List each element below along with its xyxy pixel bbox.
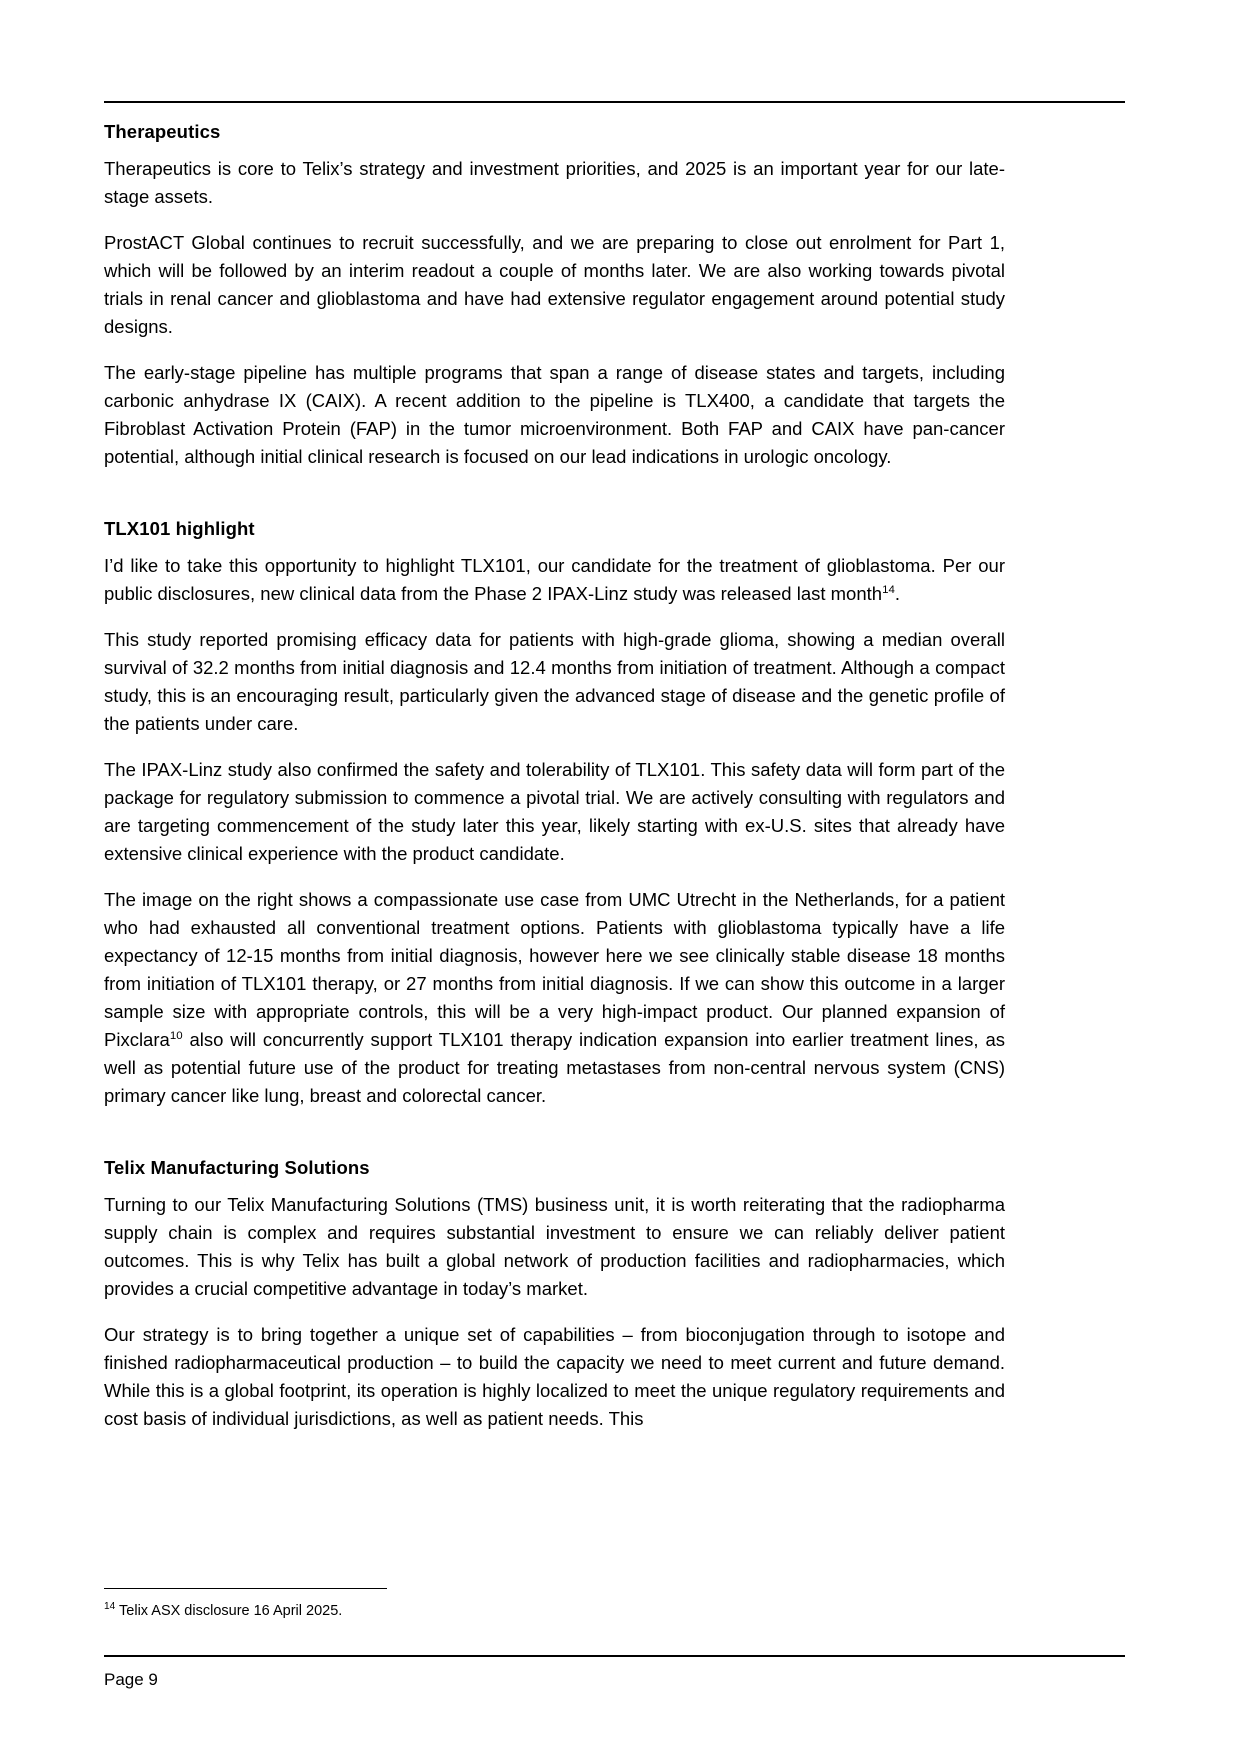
footnote-divider	[104, 1588, 387, 1589]
footnote-entry	[104, 1601, 1005, 1621]
heading-tlx101-highlight: TLX101 highlight	[104, 518, 255, 539]
footnote-reference-10[interactable]: 10	[169, 1029, 183, 1042]
paragraph-therapeutics-3: The early-stage pipeline has multiple programs that span a range of disease states and targets, including carbonic anhydrase IX (CAIX). A recent addition to the pipeline is TLX400, a candidate that targets the Fibroblast Activation Protein (FAP) in the tumor microenvironment. Both FAP and CAIX have pan-cancer potential, although initial clinical research is focused on our lead indications in urologic oncology.	[104, 362, 1005, 467]
footnote-area	[104, 1588, 1005, 1621]
paragraph-tlx101-4	[104, 886, 1005, 1110]
heading-therapeutics: Therapeutics	[104, 121, 221, 142]
paragraph-therapeutics-2: ProstACT Global continues to recruit successfully, and we are preparing to close out enrolment for Part 1, which will be followed by an interim readout a couple of months later. We are also working towards pivotal trials in renal cancer and glioblastoma and have had extensive regulator engagement around potential study designs.	[104, 232, 1005, 337]
page-content	[104, 118, 1005, 1451]
paragraph-therapeutics-1: Therapeutics is core to Telix’s strategy and investment priorities, and 2025 is an important year for our late-stage assets.	[104, 158, 1005, 207]
paragraph-tlx101-1-tail: .	[894, 583, 900, 604]
paragraph-tlx101-1	[104, 552, 1005, 608]
footer-divider	[104, 1655, 1125, 1657]
paragraph-tlx101-4-tail: also will concurrently support TLX101 therapy indication expansion into earlier treatment lines, as well as potential future use of the product for treating metastases from non-central nervous system (CNS) primary cancer like lung, breast and colorectal cancer.	[104, 1029, 1005, 1106]
footnote-number: 14	[104, 1601, 116, 1613]
footnote-reference-14[interactable]: 14	[882, 583, 895, 596]
page-number: Page 9	[104, 1670, 158, 1689]
paragraph-tms-1: Turning to our Telix Manufacturing Solutions (TMS) business unit, it is worth reiterating that the radiopharma supply chain is complex and requires substantial investment to ensure we can reliably deliver patient outcomes. This is why Telix has built a global network of production facilities and radiopharmacies, which provides a crucial competitive advantage in today’s market.	[104, 1194, 1005, 1299]
header-divider	[104, 101, 1125, 103]
paragraph-tlx101-2: This study reported promising efficacy data for patients with high-grade glioma, showing a median overall survival of 32.2 months from initial diagnosis and 12.4 months from initiation of treatment. Although a compact study, this is an encouraging result, particularly given the advanced stage of disease and the genetic profile of the patients under care.	[104, 629, 1005, 734]
paragraph-tlx101-1-text: I’d like to take this opportunity to highlight TLX101, our candidate for the treatment of glioblastoma. Per our public disclosures, new clinical data from the Phase 2 IPAX-Linz study was released last month	[104, 555, 1005, 604]
heading-telix-manufacturing-solutions: Telix Manufacturing Solutions	[104, 1157, 370, 1178]
paragraph-tlx101-3: The IPAX-Linz study also confirmed the safety and tolerability of TLX101. This safety data will form part of the package for regulatory submission to commence a pivotal trial. We are actively consulting with regulators and are targeting commencement of the study later this year, likely starting with ex-U.S. sites that already have extensive clinical experience with the product candidate.	[104, 759, 1005, 864]
paragraph-tms-2: Our strategy is to bring together a unique set of capabilities – from bioconjugation through to isotope and finished radiopharmaceutical production – to build the capacity we need to meet current and future demand. While this is a global footprint, its operation is highly localized to meet the unique regulatory requirements and cost basis of individual jurisdictions, as well as patient needs. This	[104, 1324, 1005, 1429]
paragraph-tlx101-4-text: The image on the right shows a compassionate use case from UMC Utrecht in the Netherlands, for a patient who had exhausted all conventional treatment options. Patients with glioblastoma typically have a life expectancy of 12-15 months from initial diagnosis, however here we see clinically stable disease 18 months from initiation of TLX101 therapy, or 27 months from initial diagnosis. If we can show this outcome in a larger sample size with appropriate controls, this will be a very high-impact product. Our planned expansion of Pixclara	[104, 889, 1005, 1050]
footnote-text: Telix ASX disclosure 16 April 2025.	[115, 1603, 343, 1619]
